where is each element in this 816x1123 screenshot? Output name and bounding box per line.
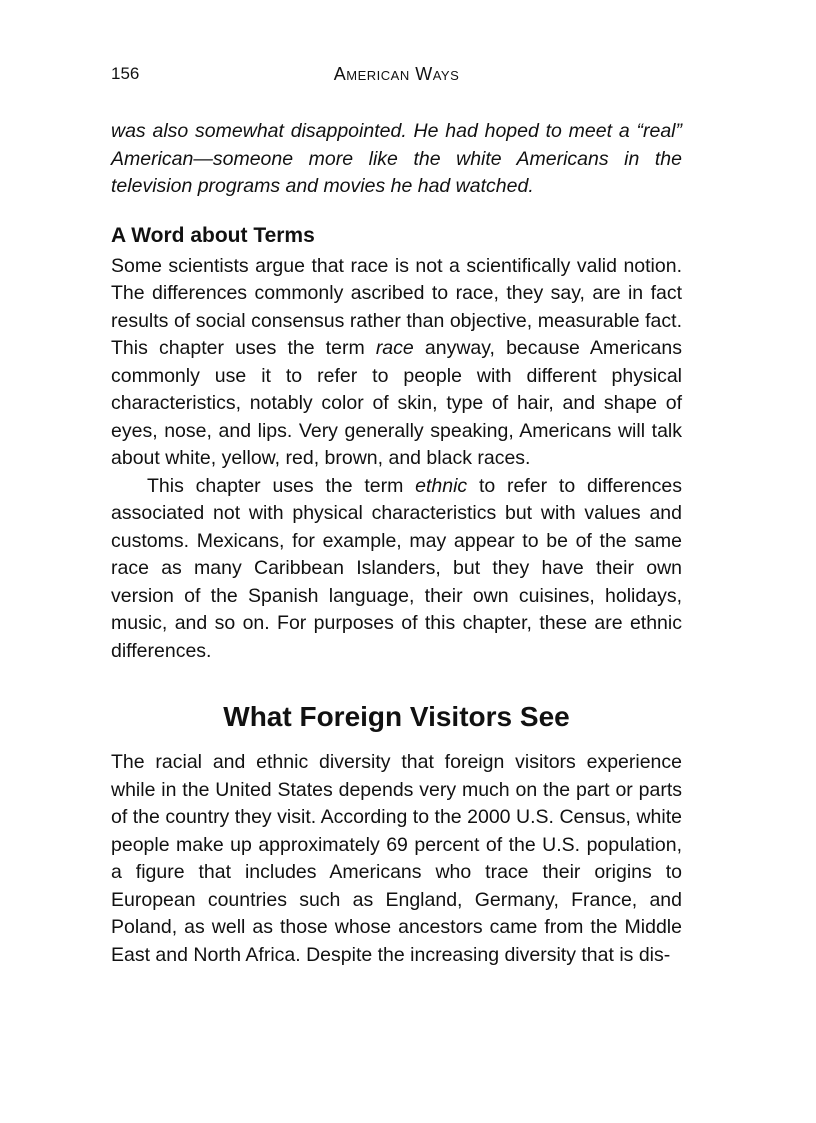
terms-p1-emphasis: race: [375, 337, 414, 359]
section-heading-terms: A Word about Terms: [111, 223, 315, 247]
page-content: [111, 118, 682, 969]
terms-paragraph-1: [111, 253, 682, 473]
running-title: American Ways: [333, 64, 460, 84]
terms-p1-text-b: anyway, because Americans commonly use it to refer to people with different physical characteristics, notably color of skin, type of hair, and shape of eyes, nose, and lips. Very generally speaking, Americans will talk about white, yellow, red, brown, and black races.: [111, 337, 682, 469]
section-heading-visitors: What Foreign Visitors See: [223, 701, 570, 732]
page-number: 156: [111, 64, 140, 83]
terms-paragraph-2: [111, 473, 682, 666]
terms-p1-text-a: Some scientists argue that race is not a scientifically valid notion. The differences commonly ascribed to race, they say, are in fact results of social consensus rather than objective, measurable fact. This chapter uses the term: [111, 254, 682, 359]
terms-p2-emphasis: ethnic: [415, 474, 468, 497]
terms-p2-text-a: This chapter uses the term: [147, 474, 416, 497]
terms-p2-text-b: to refer to differences associated not with physical characteristics but with values and customs. Mexicans, for example, may appear to be of the same race as many Caribbean Islanders, but they have their own version of the Spanish language, their own cuisines, holidays, music, and so on. For purposes of this chapter, these are ethnic differences.: [111, 474, 682, 662]
intro-paragraph: was also somewhat disappointed. He had hoped to meet a “real” American—someone more like the white Americans in the television programs and movies he had watched.: [111, 120, 682, 197]
running-head: [111, 62, 682, 86]
visitors-paragraph-1: The racial and ethnic diversity that foreign visitors experience while in the United States depends very much on the part or parts of the country they visit. According to the 2000 U.S. Census, white people make up approximately 69 percent of the U.S. population, a figure that includes Americans who trace their origins to European countries such as England, Germany, France, and Poland, as well as those whose ancestors came from the Middle East and North Africa. Despite the increasing diversity that is dis-: [111, 751, 682, 966]
